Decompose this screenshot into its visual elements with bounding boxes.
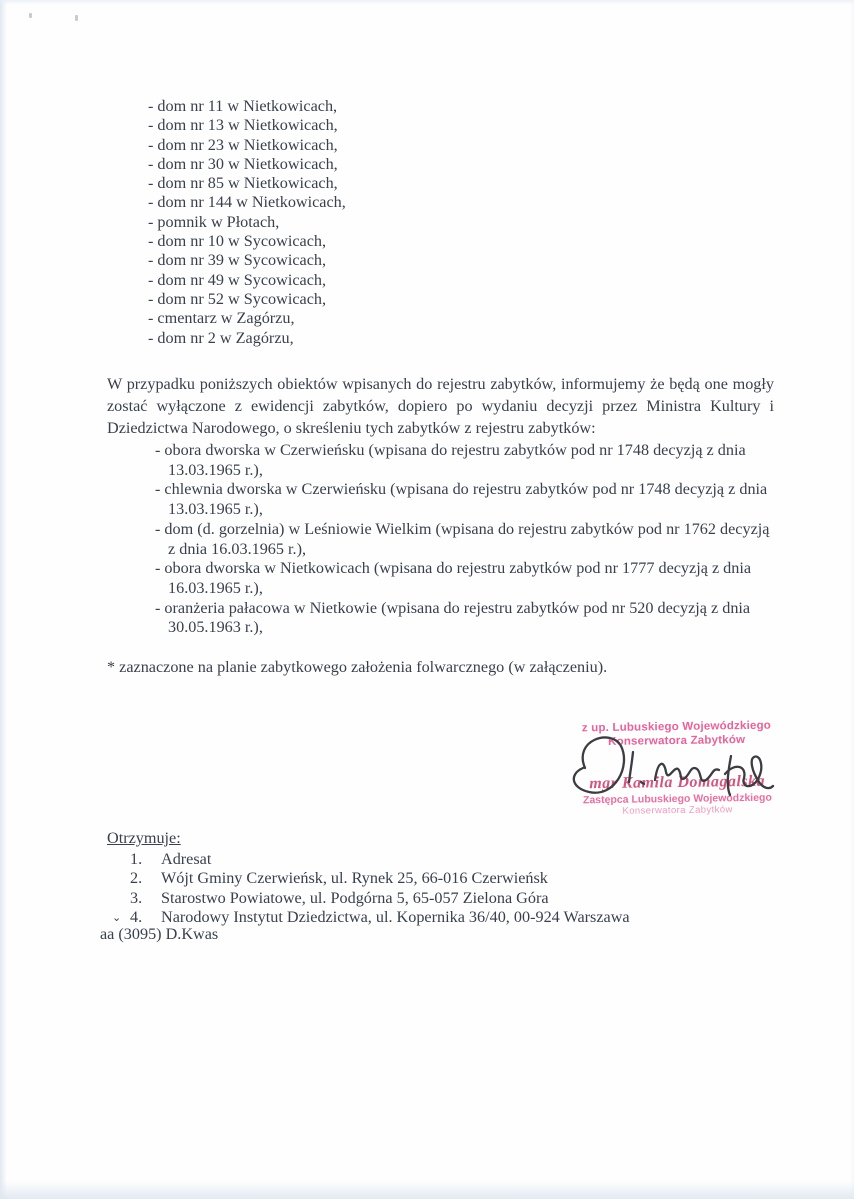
list-item: - dom nr 52 w Sycowicach, bbox=[148, 289, 327, 308]
register-item: - obora dworska w Czerwieńsku (wpisana do rejestru zabytków pod nr 1748 decyzją z dnia 13.03.1965 r.), bbox=[155, 441, 746, 479]
stamp-signer-name: mgr Kamila Domagalska bbox=[589, 772, 766, 793]
list-item: - dom nr 30 w Nietkowicach, bbox=[148, 154, 338, 173]
item-text: Narodowy Instytut Dziedzictwa, ul. Kopernika 36/40, 00-924 Warszawa bbox=[161, 908, 630, 927]
list-item: - dom nr 85 w Nietkowicach, bbox=[148, 174, 338, 193]
reference-code: aa (3095) D.Kwas bbox=[100, 925, 219, 943]
register-item: - dom (d. gorzelnia) w Leśniowie Wielkim (wpisana do rejestru zabytków pod nr 1762 decyzją z dnia 16.03.1965 r.), bbox=[155, 519, 770, 558]
register-item: - chlewnia dworska w Czerwieńsku (wpisana do rejestru zabytków pod nr 1748 decyzją z dnia 13.03.1965 r.), bbox=[155, 480, 768, 519]
distribution-item bbox=[118, 889, 630, 908]
stamp-line: Zastępca Lubuskiego Wojewódzkiego bbox=[582, 791, 772, 807]
register-item: - oranżeria pałacowa w Nietkowie (wpisana do rejestru zabytków pod nr 520 decyzją z dnia 30.05.1963 r.), bbox=[155, 598, 751, 637]
register-item: - obora dworska w Nietkowicach (wpisana do rejestru zabytków pod nr 1777 decyzją z dnia 16.03.1965 r.), bbox=[155, 559, 752, 597]
list-item: - dom nr 11 w Nietkowicach, bbox=[148, 97, 338, 115]
item-number: 4. bbox=[130, 908, 143, 927]
stamp-line: Konserwatora Zabytków bbox=[622, 804, 733, 817]
scan-edge-top bbox=[0, 0, 854, 5]
handwritten-signature bbox=[545, 724, 797, 816]
distribution-list bbox=[112, 850, 630, 929]
list-item: - cmentarz w Zagórzu, bbox=[148, 309, 295, 328]
distribution-heading: Otrzymuje: bbox=[107, 829, 181, 847]
scan-edge-left bbox=[0, 0, 7, 1199]
footnote: * zaznaczone na planie zabytkowego założenia folwarcznego (w załączeniu). bbox=[107, 658, 608, 676]
list-item: - dom nr 144 w Nietkowicach, bbox=[148, 193, 346, 212]
item-number: 1. bbox=[130, 850, 143, 868]
stamp-line: z up. Lubuskiego Wojewódzkiego bbox=[581, 719, 772, 735]
list-item: - dom nr 2 w Zagórzu, bbox=[148, 328, 294, 347]
stamp-line: Konserwatora Zabytków bbox=[607, 733, 746, 748]
check-mark: ⌄ bbox=[112, 912, 122, 925]
main-paragraph: W przypadku poniższych obiektów wpisanych do rejestru zabytków, informujemy że będą one mogły zostać wyłączone z ewidencji zabytków, dopiero po wydaniu decyzji przez Ministra Kultury i Dziedzictwa Narodowego, o skreśleniu tych zabytków z rejestru zabytków: bbox=[107, 375, 774, 437]
distribution-item bbox=[118, 850, 630, 869]
scan-edge-bottom bbox=[0, 1181, 854, 1199]
item-text: Wójt Gminy Czerwieńsk, ul. Rynek 25, 66-016 Czerwieńsk bbox=[161, 869, 548, 888]
scan-speck bbox=[29, 13, 32, 18]
scan-edge-right bbox=[850, 0, 854, 1199]
item-number: 2. bbox=[130, 869, 143, 888]
list-item: - dom nr 49 w Sycowicach, bbox=[148, 270, 327, 289]
item-number: 3. bbox=[130, 888, 143, 907]
scan-speck bbox=[75, 15, 78, 21]
list-item: - pomnik w Płotach, bbox=[148, 212, 280, 231]
list-item: - dom nr 13 w Nietkowicach, bbox=[148, 116, 338, 135]
distribution-item bbox=[118, 869, 630, 888]
list-item: - dom nr 39 w Sycowicach, bbox=[148, 251, 327, 270]
register-list bbox=[155, 441, 777, 638]
item-text: Starostwo Powiatowe, ul. Podgórna 5, 65-057 Zielona Góra bbox=[161, 888, 549, 907]
list-item: - dom nr 23 w Nietkowicach, bbox=[148, 135, 338, 154]
monuments-list bbox=[148, 97, 346, 348]
list-item: - dom nr 10 w Sycowicach, bbox=[148, 232, 327, 251]
item-text: Adresat bbox=[161, 850, 212, 868]
